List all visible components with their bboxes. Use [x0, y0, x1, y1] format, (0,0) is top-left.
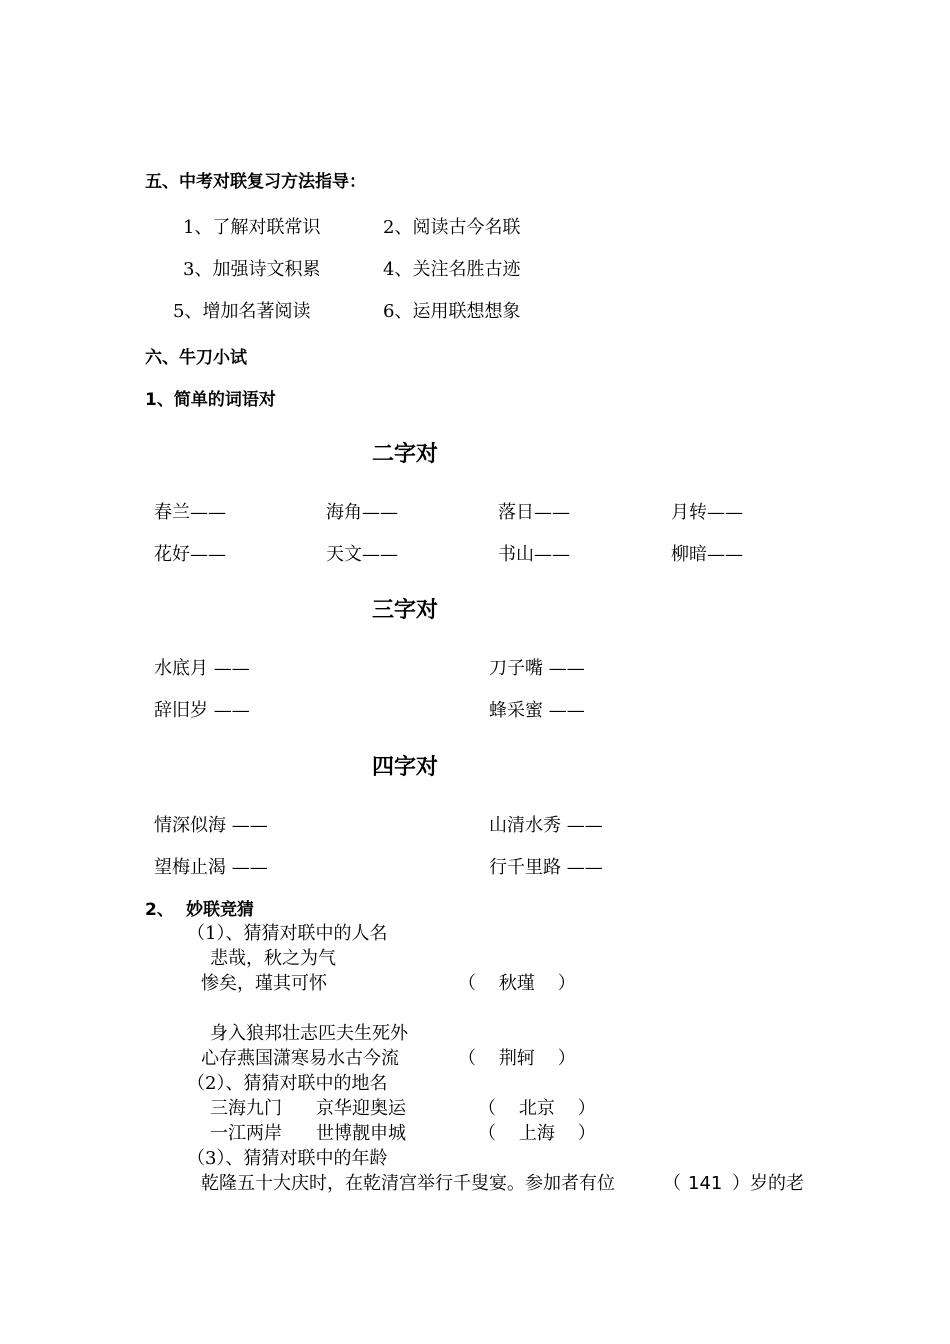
three-char-heading: 三字对: [372, 598, 439, 623]
two-char-item: 花好——: [154, 544, 226, 565]
four-char-item: 山清水秀 ——: [489, 815, 603, 836]
couplet-line: 一江两岸: [210, 1123, 282, 1144]
two-char-item: 月转——: [671, 502, 743, 523]
section6-title: 六、牛刀小试: [145, 348, 247, 368]
couplet-line: 三海九门: [210, 1098, 282, 1119]
two-char-item: 落日——: [498, 502, 570, 523]
method-item-4: 4、关注名胜古迹: [383, 259, 521, 280]
three-char-item: 刀子嘴 ——: [489, 658, 585, 679]
riddle-answer: （ 秋瑾 ）: [458, 973, 576, 994]
method-item-5: 5、增加名著阅读: [173, 301, 311, 322]
couplet-line: 身入狼邦壮志匹夫生死外: [210, 1023, 408, 1044]
riddle-q3-text: 乾隆五十大庆时，在乾清宫举行千叟宴。参加者有位: [201, 1173, 615, 1194]
method-item-3: 3、加强诗文积累: [183, 259, 321, 280]
two-char-item: 天文——: [326, 544, 398, 565]
couplet-line: 京华迎奥运: [316, 1098, 406, 1119]
two-char-item: 海角——: [326, 502, 398, 523]
two-char-item: 春兰——: [154, 502, 226, 523]
four-char-item: 望梅止渴 ——: [154, 857, 268, 878]
method-item-1: 1、了解对联常识: [183, 217, 321, 238]
four-char-item: 行千里路 ——: [489, 857, 603, 878]
two-char-item: 书山——: [498, 544, 570, 565]
riddle-q2-title: （2）、猜猜对联中的地名: [187, 1073, 388, 1094]
two-char-item: 柳暗——: [671, 544, 743, 565]
couplet-line: 世博靓申城: [316, 1123, 406, 1144]
riddle-answer: （ 上海 ）: [478, 1123, 596, 1144]
age-answer: 141: [688, 1173, 723, 1194]
subsection-word-pairs: 1、简单的词语对: [145, 390, 276, 410]
three-char-item: 蜂采蜜 ——: [489, 700, 585, 721]
couplet-line: 心存燕国潇寒易水古今流: [201, 1048, 399, 1069]
section5-title: 五、中考对联复习方法指导：: [145, 172, 366, 192]
couplet-line: 悲哉，秋之为气: [210, 948, 336, 969]
four-char-heading: 四字对: [372, 755, 439, 780]
riddle-answer: （ 荆轲 ）: [458, 1048, 576, 1069]
three-char-item: 水底月 ——: [154, 658, 250, 679]
method-item-2: 2、阅读古今名联: [383, 217, 521, 238]
riddle-q3-title: （3）、猜猜对联中的年龄: [187, 1148, 388, 1169]
riddle-answer: （ 北京 ）: [478, 1098, 596, 1119]
riddle-q1-title: （1）、猜猜对联中的人名: [187, 923, 388, 944]
four-char-item: 情深似海 ——: [154, 815, 268, 836]
method-item-6: 6、运用联想想象: [383, 301, 521, 322]
age-text-end: ）岁的老: [732, 1173, 804, 1194]
age-open-paren: （: [663, 1173, 681, 1194]
two-char-heading: 二字对: [372, 442, 439, 467]
three-char-item: 辞旧岁 ——: [154, 700, 250, 721]
couplet-line: 惨矣，瑾其可怀: [201, 973, 327, 994]
subsection-number: 2、: [145, 900, 174, 920]
subsection-riddles: 妙联竞猜: [186, 900, 254, 920]
